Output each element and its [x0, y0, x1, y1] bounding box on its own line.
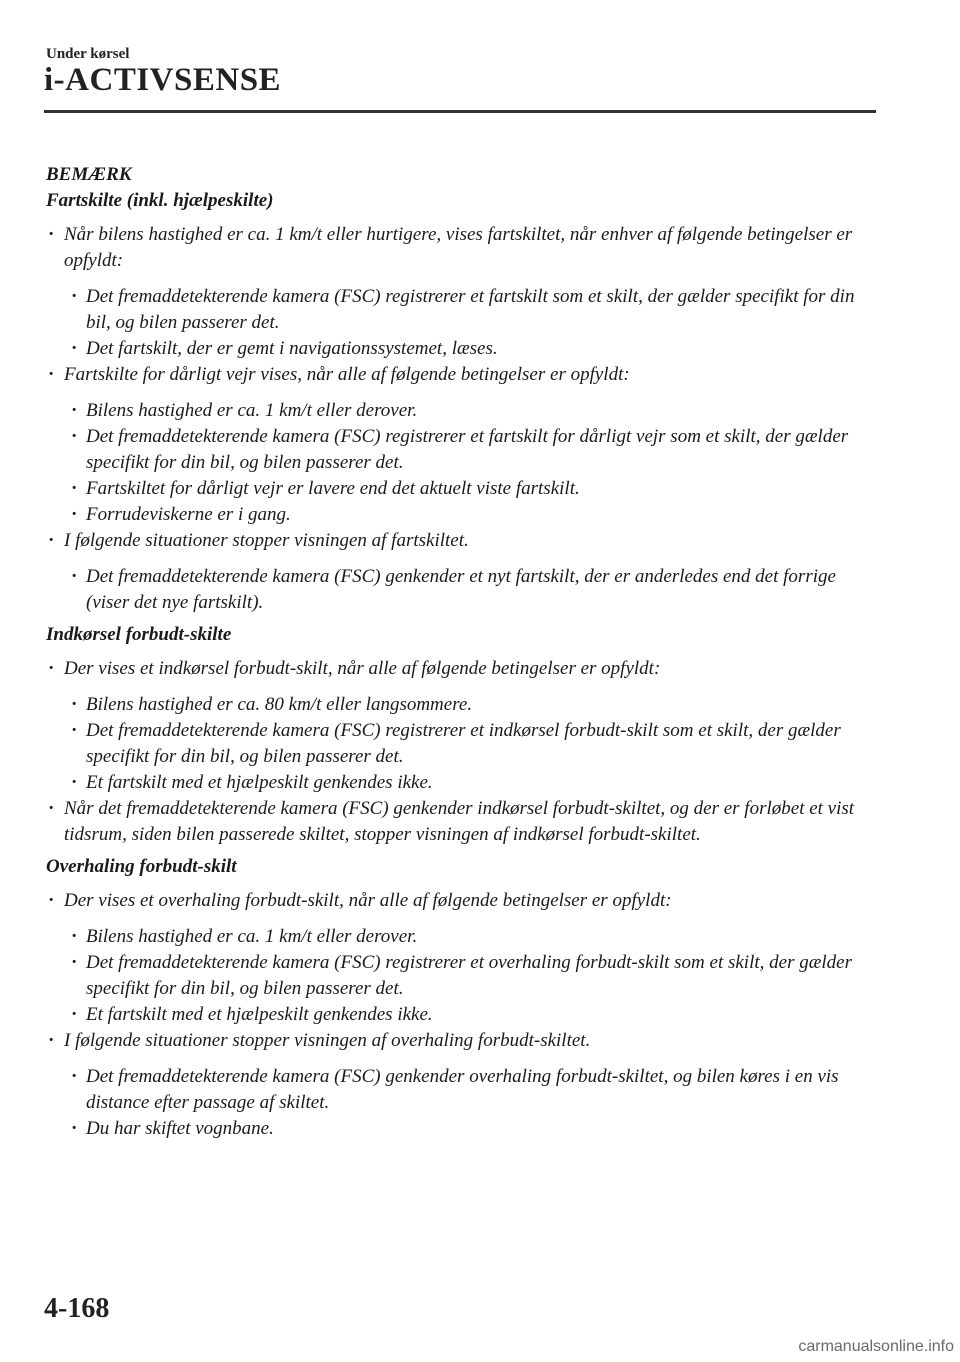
sub-bullet-list — [46, 1064, 876, 1142]
watermark-link[interactable]: carmanualsonline.info — [798, 1338, 954, 1355]
subsection-heading: Indkørsel forbudt-skilte — [46, 624, 232, 645]
bullet-item: · I følgende situationer stopper visningen af overhaling forbudt-skiltet. — [46, 1028, 876, 1054]
sub-bullet-item: · Du har skiftet vognbane. — [46, 1116, 876, 1142]
section-label: Under kørsel — [46, 46, 130, 62]
sub-bullet-list — [46, 564, 876, 616]
bullet-item: · I følgende situationer stopper visningen af fartskiltet. — [46, 528, 876, 554]
sub-bullet-list — [46, 692, 876, 796]
sub-bullet-list — [46, 284, 876, 362]
note-label: BEMÆRK — [46, 164, 132, 185]
bullet-item: · Fartskilte for dårligt vejr vises, når alle af følgende betingelser er opfyldt: — [46, 362, 876, 388]
subsection-heading: Overhaling forbudt-skilt — [46, 856, 237, 877]
sub-bullet-item: · Bilens hastighed er ca. 80 km/t eller langsommere. — [46, 692, 876, 718]
sub-bullet-list — [46, 924, 876, 1028]
sub-bullet-item: · Fartskiltet for dårligt vejr er lavere end det aktuelt viste fartskilt. — [46, 476, 876, 502]
sub-bullet-list — [46, 398, 876, 528]
bullet-item: · Når bilens hastighed er ca. 1 km/t eller hurtigere, vises fartskiltet, når enhver af følgende betingelser er opfyldt: — [46, 222, 876, 274]
sub-bullet-item: · Bilens hastighed er ca. 1 km/t eller derover. — [46, 924, 876, 950]
page-title: i-ACTIVSENSE — [44, 62, 282, 98]
sub-bullet-item: · Det fremaddetekterende kamera (FSC) genkender overhaling forbudt-skiltet, og bilen køres i en vis distance efter passage af skiltet. — [46, 1064, 876, 1116]
page-number: 4-168 — [44, 1293, 110, 1324]
sub-bullet-item: · Et fartskilt med et hjælpeskilt genkendes ikke. — [46, 1002, 876, 1028]
sub-bullet-item: · Bilens hastighed er ca. 1 km/t eller derover. — [46, 398, 876, 424]
note-sections — [46, 188, 876, 1142]
sub-bullet-item: · Det fremaddetekterende kamera (FSC) registrerer et overhaling forbudt-skilt som et skilt, der gælder specifikt for din bil, og bilen passerer det. — [46, 950, 876, 1002]
sub-bullet-item: · Det fremaddetekterende kamera (FSC) genkender et nyt fartskilt, der er anderledes end det forrige (viser det nye fartskilt). — [46, 564, 876, 616]
sub-bullet-item: · Det fremaddetekterende kamera (FSC) registrerer et fartskilt som et skilt, der gælder specifikt for din bil, og bilen passerer det. — [46, 284, 876, 336]
subsection-heading: Fartskilte (inkl. hjælpeskilte) — [46, 190, 274, 211]
note-block — [46, 162, 876, 1142]
bullet-item: · Der vises et indkørsel forbudt-skilt, når alle af følgende betingelser er opfyldt: — [46, 656, 876, 682]
sub-bullet-item: · Det fartskilt, der er gemt i navigationssystemet, læses. — [46, 336, 876, 362]
bullet-item: · Der vises et overhaling forbudt-skilt, når alle af følgende betingelser er opfyldt: — [46, 888, 876, 914]
sub-bullet-item: · Det fremaddetekterende kamera (FSC) registrerer et indkørsel forbudt-skilt som et skilt, der gælder specifikt for din bil, og bilen passerer det. — [46, 718, 876, 770]
sub-bullet-item: · Det fremaddetekterende kamera (FSC) registrerer et fartskilt for dårligt vejr som et skilt, der gælder specifikt for din bil, og bilen passerer det. — [46, 424, 876, 476]
sub-bullet-item: · Et fartskilt med et hjælpeskilt genkendes ikke. — [46, 770, 876, 796]
sub-bullet-item: · Forrudeviskerne er i gang. — [46, 502, 876, 528]
bullet-item: · Når det fremaddetekterende kamera (FSC) genkender indkørsel forbudt-skiltet, og der er forløbet et vist tidsrum, siden bilen passerede skiltet, stopper visningen af indkørsel forbudt-skiltet. — [46, 796, 876, 848]
header-divider — [44, 110, 876, 113]
